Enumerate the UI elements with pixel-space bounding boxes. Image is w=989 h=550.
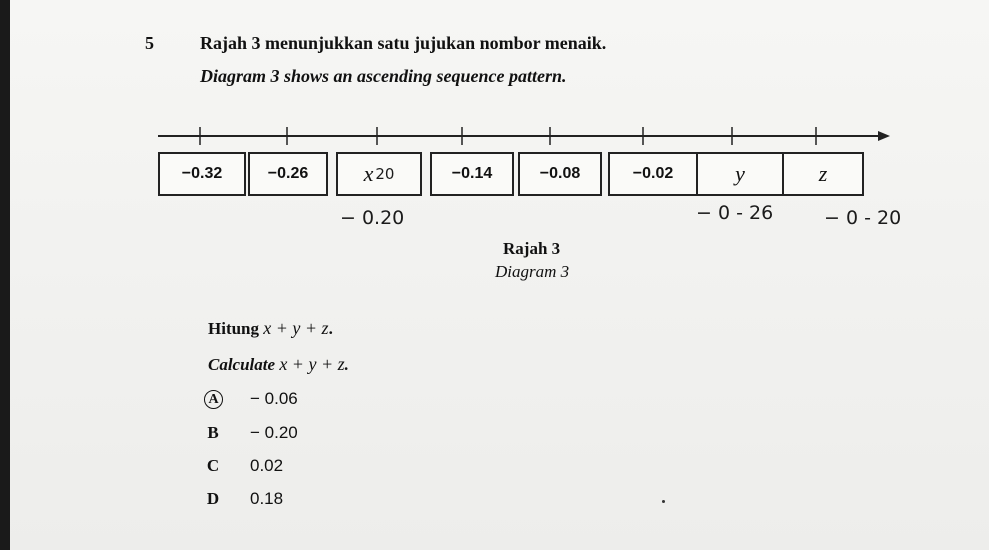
calculate-label-english: Calculate: [208, 355, 276, 374]
question-text-english: Diagram 3 shows an ascending sequence pattern.: [200, 66, 567, 86]
option-d-value[interactable]: 0.18: [250, 489, 284, 508]
calculate-label-malay: Hitung: [208, 319, 260, 338]
option-a-letter[interactable]: A: [204, 390, 223, 409]
question-number: 5: [145, 33, 154, 53]
handwritten-x-answer: 20: [375, 165, 395, 183]
option-c-value[interactable]: 0.02: [250, 456, 284, 475]
sequence-box-2: −0.26: [248, 152, 328, 196]
diagram-caption-malay: Rajah 3: [503, 239, 561, 258]
sequence-box-1: −0.32: [158, 152, 246, 196]
question-text-malay: Rajah 3 menunjukkan satu jujukan nombor menaik.: [200, 33, 607, 53]
calculate-expression-malay: x + y + z: [263, 318, 329, 338]
number-line-arrow-icon: [878, 131, 890, 141]
calculate-end-malay: .: [328, 319, 333, 338]
sequence-box-z: z: [782, 152, 864, 196]
option-a-value[interactable]: − 0.06: [250, 389, 298, 408]
variable-x: x: [363, 161, 374, 186]
calculate-prompt-english: [208, 354, 349, 375]
paper-speck: [662, 500, 665, 503]
sequence-box-6: −0.02: [608, 152, 698, 196]
sequence-box-5: −0.08: [518, 152, 602, 196]
sequence-box-x: [336, 152, 422, 196]
handwritten-y-value: − 0 - 26: [696, 202, 774, 224]
handwritten-x-value: − 0.20: [340, 207, 405, 229]
calculate-prompt-malay: [208, 318, 333, 339]
option-d-letter[interactable]: D: [206, 489, 220, 508]
handwritten-z-value: − 0 - 20: [824, 207, 902, 229]
calculate-expression-english: x + y + z: [279, 354, 345, 374]
sequence-box-4: −0.14: [430, 152, 514, 196]
calculate-end-english: .: [344, 355, 349, 374]
option-b-letter[interactable]: B: [207, 423, 219, 442]
option-b-value[interactable]: − 0.20: [250, 423, 298, 442]
option-c-letter[interactable]: C: [206, 456, 220, 475]
exam-page: [10, 0, 989, 550]
sequence-box-y: y: [696, 152, 784, 196]
diagram-caption-english: Diagram 3: [495, 262, 570, 281]
